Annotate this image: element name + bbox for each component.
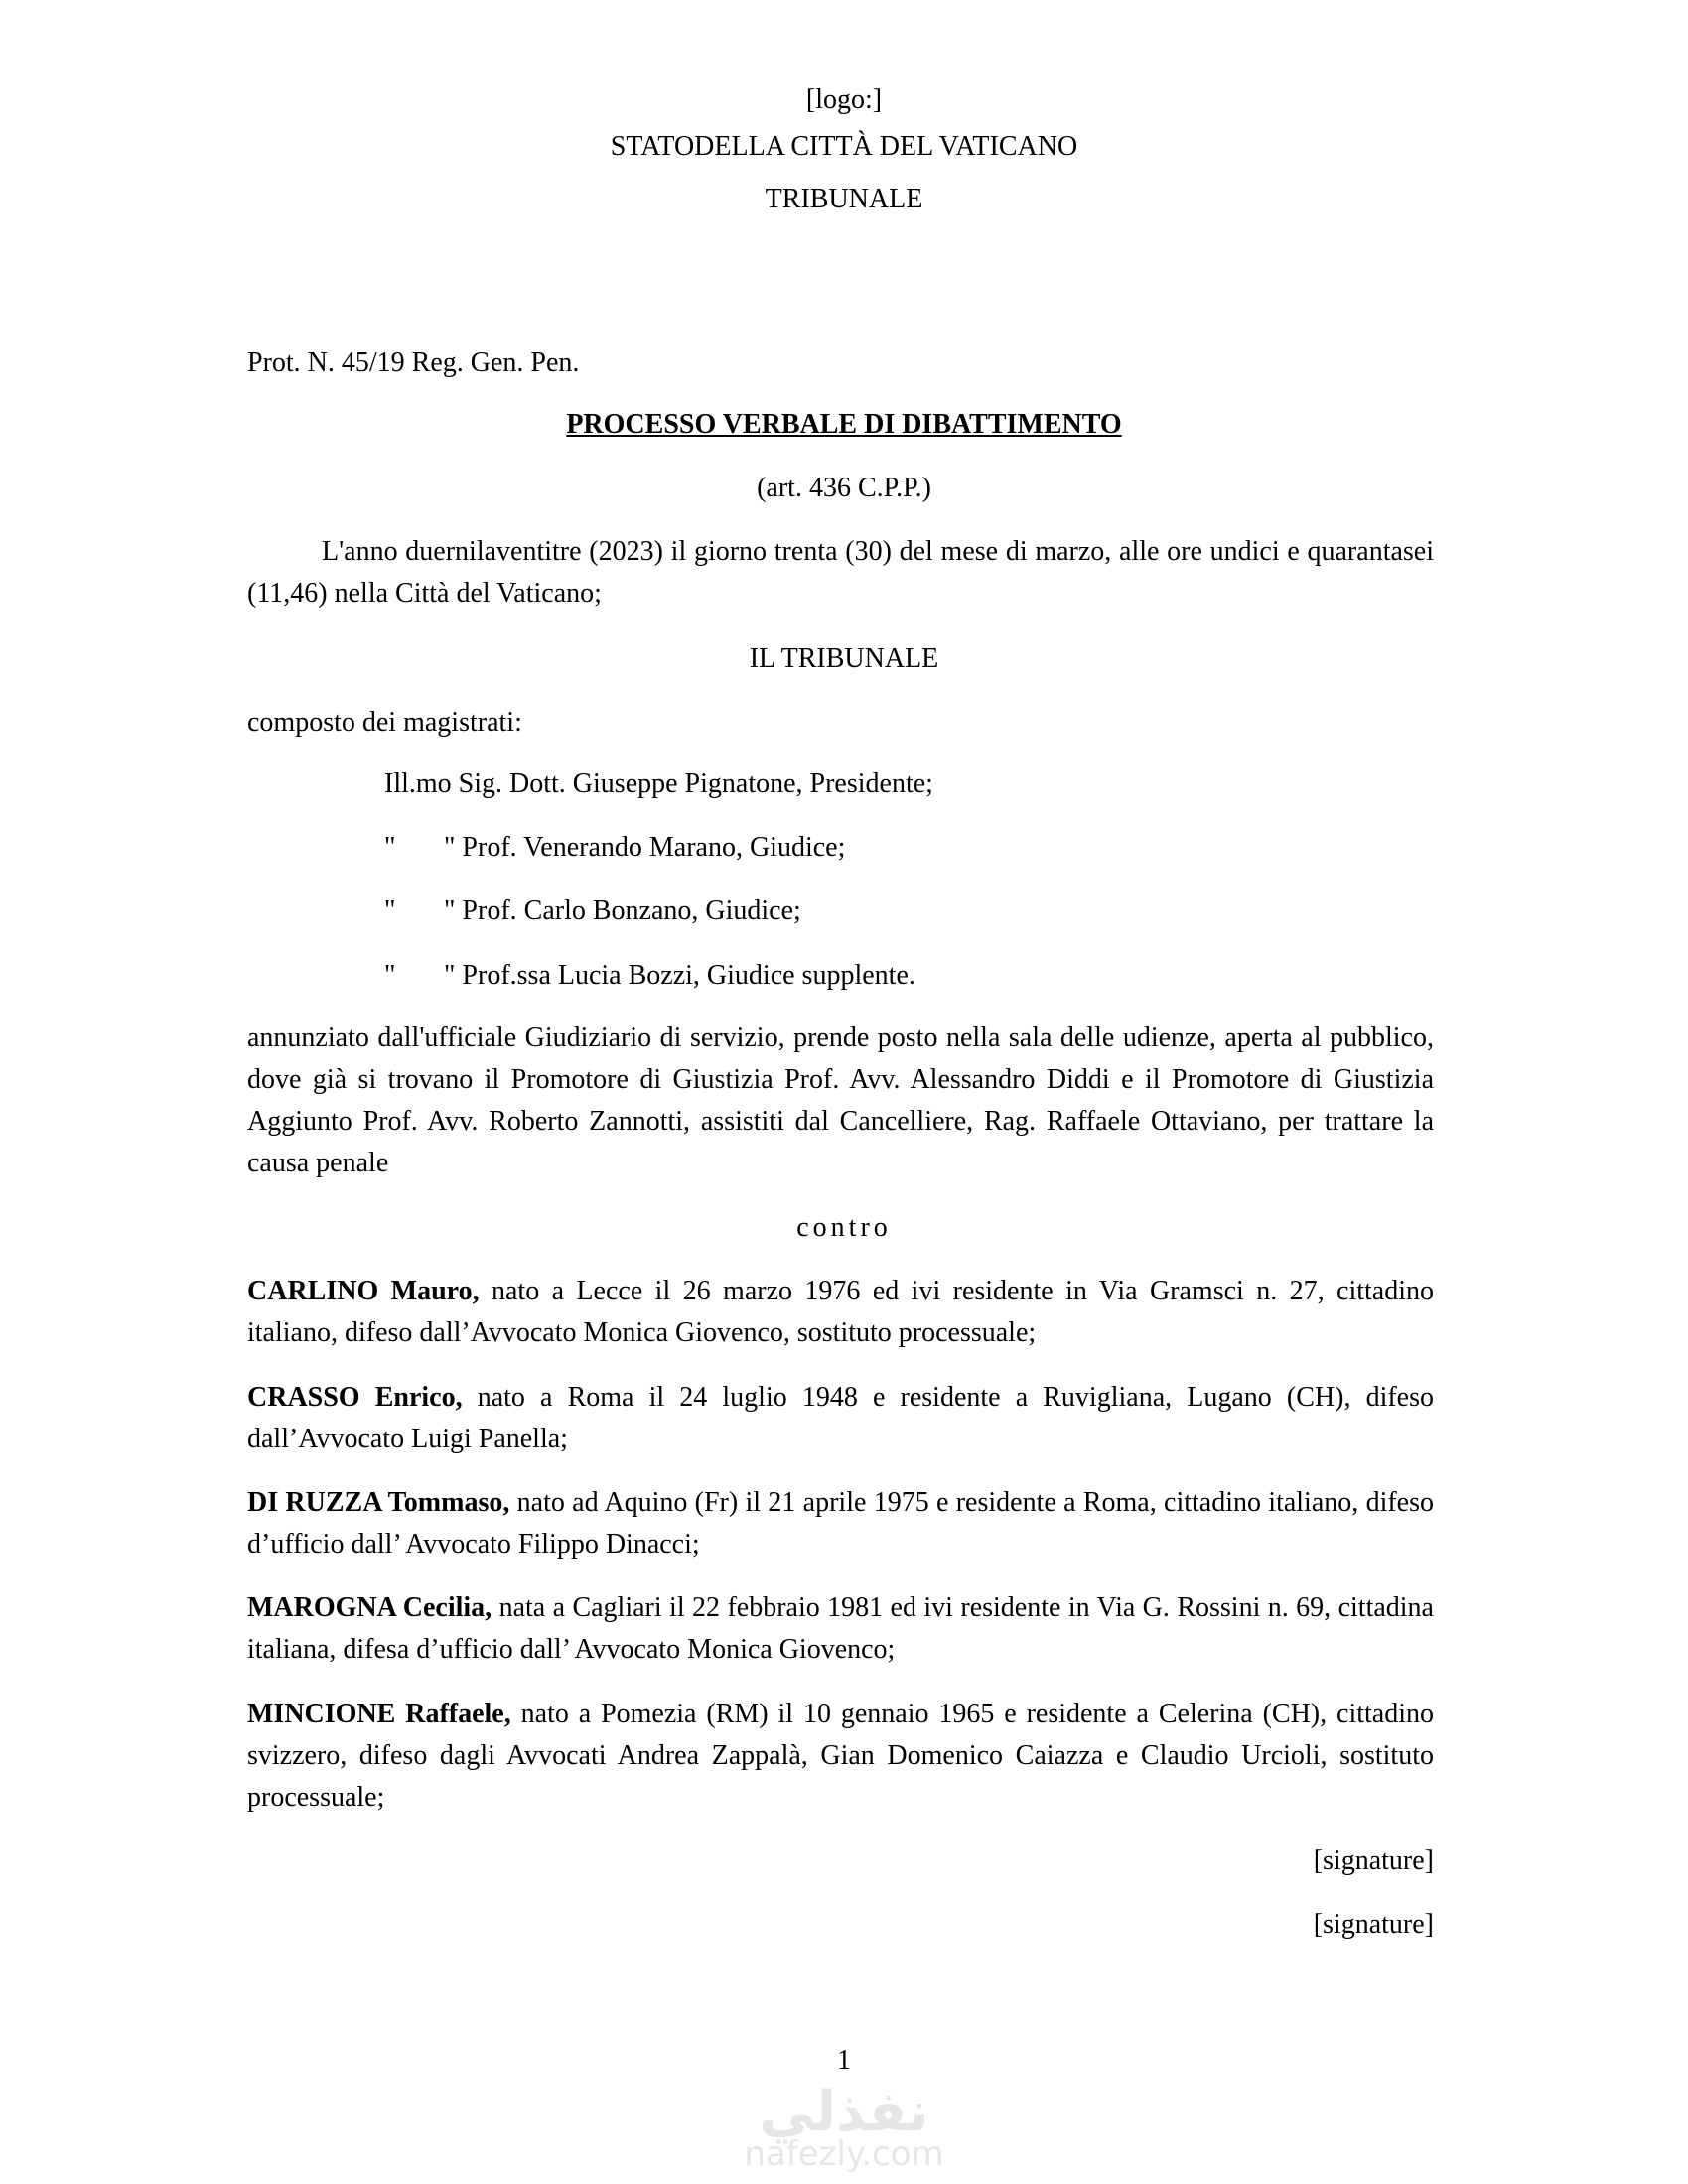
- defendant-details: nato a Pomezia (RM) il 10 gennaio 1965 e residente a Celerina (CH), cittadino svizzero, difeso dagli Avvocati Andrea Zappalà, Gian Domenico Caiazza e Claudio Urcioli, sostituto processuale;: [247, 1699, 1435, 1813]
- defendant-entry: [247, 1587, 1434, 1671]
- defendant-name: DI RUZZA Tommaso,: [247, 1487, 510, 1518]
- page-number: 1: [837, 2045, 851, 2076]
- magistrate-ditto: ": [384, 960, 396, 991]
- watermark-latin: nafezly.com: [744, 2134, 944, 2174]
- defendant-details: nato ad Aquino (Fr) il 21 aprile 1975 e residente a Roma, cittadino italiano, difeso d’ufficio dall’ Avvocato Filippo Dinacci;: [247, 1487, 1434, 1560]
- defendant-entry: [247, 1694, 1434, 1819]
- composed-label: composto dei magistrati:: [247, 707, 522, 738]
- against-label: contro: [796, 1212, 892, 1243]
- defendant-name: MAROGNA Cecilia,: [247, 1592, 492, 1623]
- logo-placeholder: [logo:]: [805, 84, 883, 115]
- magistrate-4: " Prof.ssa Lucia Bozzi, Giudice supplente.: [444, 960, 915, 991]
- intro-paragraph: L'anno duernilaventitre (2023) il giorno trenta (30) del mese di marzo, alle ore undici e quarantasei (11,46) nella Città del Vaticano;: [247, 536, 1434, 609]
- defendant-entry: [247, 1482, 1434, 1566]
- signature-placeholder: [signature]: [1313, 1845, 1434, 1876]
- defendant-entry: [247, 1377, 1434, 1460]
- magistrate-2: " Prof. Venerando Marano, Giudice;: [444, 832, 846, 863]
- court-heading: TRIBUNALE: [765, 184, 923, 214]
- state-heading: STATODELLA CITTÀ DEL VATICANO: [610, 131, 1078, 162]
- magistrate-1: Ill.mo Sig. Dott. Giuseppe Pignatone, Presidente;: [384, 768, 933, 799]
- watermark-arabic: نفذلي: [759, 2080, 929, 2144]
- defendant-name: CRASSO Enrico,: [247, 1382, 463, 1413]
- magistrate-3: " Prof. Carlo Bonzano, Giudice;: [444, 895, 801, 926]
- defendant-entry: [247, 1271, 1434, 1354]
- protocol-number: Prot. N. 45/19 Reg. Gen. Pen.: [247, 347, 580, 378]
- article-reference: (art. 436 C.P.P.): [757, 473, 931, 503]
- defendant-details: nato a Lecce il 26 marzo 1976 ed ivi residente in Via Gramsci n. 27, cittadino italiano, difeso dall’Avvocato Monica Giovenco, sostituto processuale;: [247, 1276, 1435, 1348]
- magistrate-ditto: ": [384, 832, 396, 863]
- announcement-paragraph: annunziato dall'ufficiale Giudiziario di servizio, prende posto nella sala delle udienze, aperta al pubblico, dove già si trovano il Promotore di Giustizia Prof. Avv. Alessandro Diddi e il Promotore di Giustizia Aggiunto Prof. Avv. Roberto Zannotti, assistiti dal Cancelliere, Rag. Raffaele Ottaviano, per trattare la causa penale: [247, 1023, 1434, 1178]
- defendant-details: nata a Cagliari il 22 febbraio 1981 ed ivi residente in Via G. Rossini n. 69, cittadina italiana, difesa d’ufficio dall’ Avvocato Monica Giovenco;: [247, 1592, 1434, 1665]
- defendant-details: nato a Roma il 24 luglio 1948 e residente a Ruvigliana, Lugano (CH), difeso dall’Avvocato Luigi Panella;: [247, 1382, 1434, 1454]
- defendant-name: MINCIONE Raffaele,: [247, 1699, 511, 1729]
- magistrate-ditto: ": [384, 895, 396, 926]
- signature-placeholder: [signature]: [1313, 1909, 1434, 1940]
- defendant-name: CARLINO Mauro,: [247, 1276, 480, 1306]
- document-title: PROCESSO VERBALE DI DIBATTIMENTO: [566, 409, 1122, 440]
- tribunal-heading: IL TRIBUNALE: [749, 643, 939, 674]
